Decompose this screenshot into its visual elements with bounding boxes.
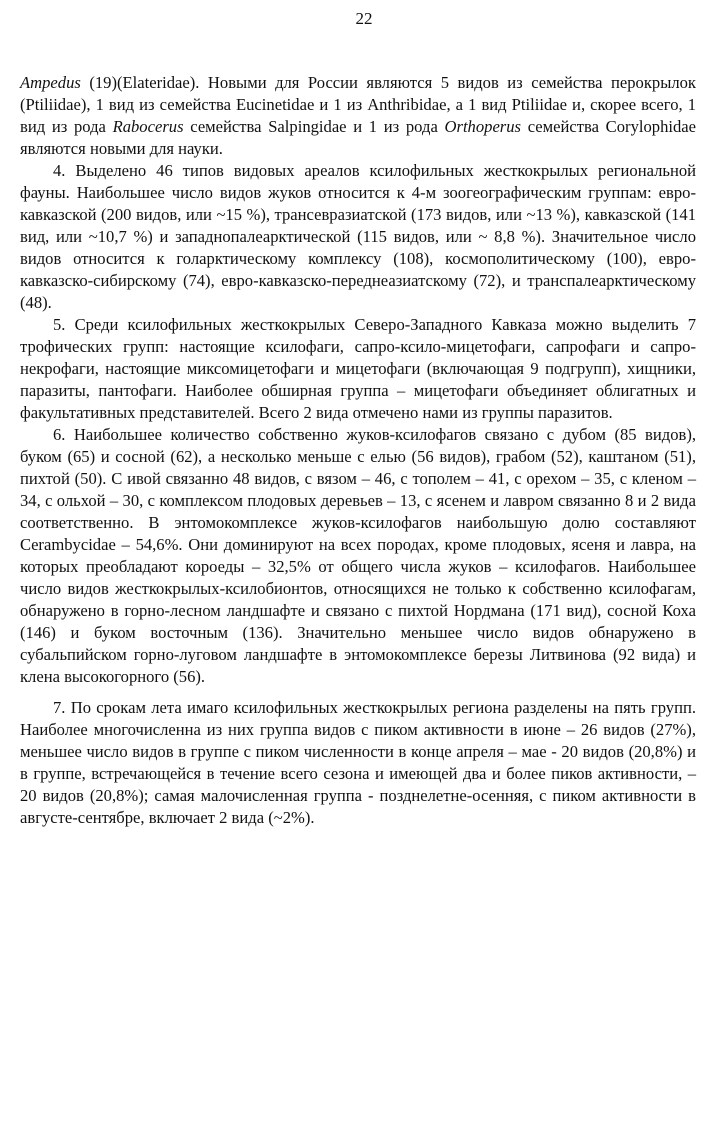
paragraph-text: 4. Выделено 46 типов видовых ареалов ксилофильных жесткокрылых региональной фауны. Наибольшее число видов жуков относится к 4-м зоогеографическим группам: евро-кавказской (200 видов, или ~15 %), трансевразиатской (173 видов, или ~13 %), кавказской (141 вид, или ~10,7 %) и западнопалеарктической (115 видов, или ~ 8,8 %). Значительное число видов относится к голарктическому комплексу (108), космополитическому (100), евро-кавказско-сибирскому (74), евро-кавказско-переднеазиатскому (72), и транспалеарктическому (48). bbox=[20, 161, 696, 312]
paragraph-item-6 bbox=[20, 424, 696, 688]
paragraph-text: 6. Наибольшее количество собственно жуков-ксилофагов связано с дубом (85 видов), буком (65) и сосной (62), а несколько меньше с елью (56 видов), грабом (52), каштаном (51), пихтой (50). С ивой связанно 48 видов, с вязом – 46, с тополем – 41, с орехом – 35, с кленом –34, с ольхой – 30, с комплексом плодовых деревьев – 13, с ясенем и лавром связанно 8 и 2 вида соответственно. В энтомокомплексе жуков-ксилофагов наибольшую долю составляют Cerambycidae – 54,6%. Они доминируют на всех породах, кроме плодовых, ясеня и лавра, на которых преобладают короеды – 32,5% от общего числа жуков – ксилофагов. Наибольшее число видов жесткокрылых-ксилобионтов, относящихся не только к собственно ксилофагам, обнаружено в горно-лесном ландшафте и связано с пихтой Нордмана (171 вид), сосной Коха (146) и буком восточным (136). Значительно меньшее число видов обнаружено в субальпийском горно-луговом ландшафте в энтомокомплексе березы Литвинова (92 вида) и клена высокогорного (56). bbox=[20, 425, 696, 686]
page-number: 22 bbox=[355, 9, 373, 28]
genus-name-orthoperus: Orthoperus bbox=[444, 117, 522, 136]
paragraph-text: (19)(Elateridae). Новыми для России являются 5 видов из семейства перокрылок (Ptiliidae), 1 вид из семейства Eucinetidae и 1 из Anthribidae, а 1 вид Ptiliidae и, скорее всего, 1 вид из рода bbox=[20, 73, 696, 136]
paragraph-text: 7. По срокам лета имаго ксилофильных жесткокрылых региона разделены на пять групп. Наиболее многочисленна из них группа видов с пиком активности в июне – 26 видов (27%), меньшее число видов в группе с пиком численности в конце апреля – мае - 20 видов (20,8%) и в группе, встречающейся в течение всего сезона и имеющей два и более пиков активности, – 20 видов (20,8%); самая малочисленная группа - позднелетне-осенняя, с пиком активности в августе-сентябре, включает 2 вида (~2%). bbox=[20, 698, 696, 827]
paragraph-item-7 bbox=[20, 697, 696, 829]
paragraph-text: 5. Среди ксилофильных жесткокрылых Северо-Западного Кавказа можно выделить 7 трофических групп: настоящие ксилофаги, сапро-ксило-мицетофаги, сапрофаги и сапро-некрофаги, настоящие миксомицетофаги и мицетофаги (включающая 9 подгрупп), хищники, паразиты, пантофаги. Наиболее обширная группа – мицетофаги объединяет облигатных и факультативных представителей. Всего 2 вида отмечено нами из группы паразитов. bbox=[20, 315, 696, 422]
paragraph-text: семейства Salpingidae и 1 из рода bbox=[183, 117, 445, 136]
genus-name-ampedus: Ampedus bbox=[20, 73, 81, 92]
document-page bbox=[20, 8, 696, 829]
paragraph-item-4 bbox=[20, 160, 696, 314]
genus-name-rabocerus: Rabocerus bbox=[112, 117, 184, 136]
paragraph-item-5 bbox=[20, 314, 696, 424]
paragraph-text: семейства Corylophidae являются новыми для науки. bbox=[20, 117, 696, 158]
paragraph-continued bbox=[20, 72, 696, 160]
